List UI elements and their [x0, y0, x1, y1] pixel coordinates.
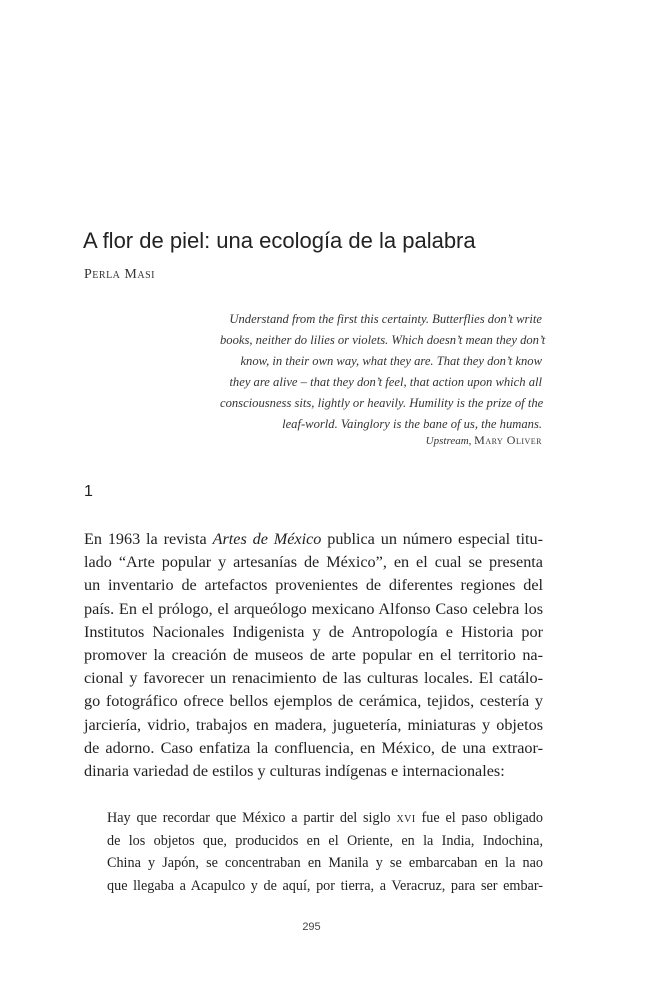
epigraph-attribution: [300, 432, 542, 449]
quote-text-span: fue el paso obligado: [415, 810, 543, 826]
epigraph: [220, 309, 546, 435]
body-text-span: publica un número especial titu-: [321, 530, 544, 548]
body-line: un inventario de artefactos provenientes de diferentes regiones del: [84, 576, 543, 595]
body-line: dinaria variedad de estilos y culturas indígenas e internacionales:: [84, 762, 505, 781]
body-line: lado “Arte popular y artesanías de México”, en el cual se presenta: [84, 553, 543, 572]
body-line: go fotográfico ofrece bellos ejemplos de cerámica, tejidos, cestería y: [84, 692, 543, 711]
epigraph-line: books, neither do lilies or violets. Which doesn’t mean they don’t: [220, 333, 546, 347]
author-name: Perla Masi: [84, 267, 155, 282]
block-quote: [107, 807, 543, 897]
epigraph-line: consciousness sits, lightly or heavily. Humility is the prize of the: [220, 396, 544, 410]
epigraph-line: leaf-world. Vainglory is the bane of us, the humans.: [282, 417, 542, 431]
epigraph-line: know, in their own way, what they are. That they don’t know: [240, 354, 542, 368]
epigraph-source: Upstream,: [425, 435, 472, 447]
epigraph-line: Understand from the first this certainty. Butterflies don’t write: [229, 312, 542, 326]
quote-line: que llegaba a Acapulco y de aquí, por tierra, a Veracruz, para ser embar-: [107, 877, 543, 894]
body-line: de adorno. Caso enfatiza la confluencia, en México, de una extraor-: [84, 738, 543, 757]
body-line: jarciería, vidrio, trabajos en madera, juguetería, miniaturas y objetos: [84, 715, 543, 734]
century-numeral: xvi: [396, 810, 416, 826]
body-line: [84, 528, 543, 551]
body-paragraph: [84, 528, 543, 783]
quote-text-span: Hay que recordar que México a partir del siglo: [107, 810, 397, 826]
body-line: promover la creación de museos de arte popular en el territorio na-: [84, 646, 543, 665]
quote-line: [107, 807, 543, 830]
body-line: cional y favorecer un renacimiento de las culturas locales. El catálo-: [84, 669, 543, 688]
body-line: país. En el prólogo, el arqueólogo mexicano Alfonso Caso celebra los: [84, 599, 543, 618]
page-number: 295: [302, 921, 321, 933]
epigraph-line: they are alive – that they don’t feel, that action upon which all: [229, 375, 542, 389]
section-number: 1: [84, 483, 93, 500]
quote-line: de los objetos que, producidos en el Oriente, en la India, Indochina,: [107, 832, 543, 849]
body-text-span: En 1963 la revista: [84, 530, 213, 548]
quote-line: China y Japón, se concentraban en Manila y se embarcaban en la nao: [107, 855, 543, 871]
body-line: Institutos Nacionales Indigenista y de Antropología e Historia por: [84, 622, 543, 641]
magazine-title: Artes de México: [212, 530, 322, 548]
epigraph-author: Mary Oliver: [474, 433, 542, 447]
chapter-title: A flor de piel: una ecología de la palabra: [83, 228, 476, 253]
